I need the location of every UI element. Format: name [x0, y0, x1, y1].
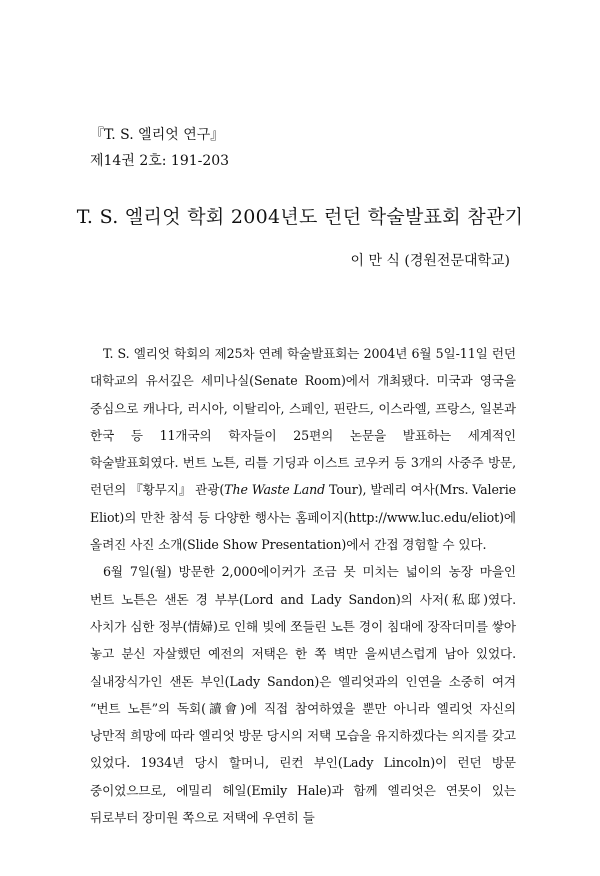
article-body [90, 340, 516, 831]
paragraph-1-italic-title: The Waste Land [224, 482, 326, 498]
paragraph-1-text-b: Tour), 발레리 여사(Mrs. Valerie Eliot)의 만찬 참석 등 다양한 행사는 홈페이지(http://www.luc.edu/eliot)에 올려진 사진 소개(Slide Show Presentation)에서 간접 경험할 수 있다. [90, 482, 517, 553]
article-title: T. S. 엘리엇 학회 2004년도 런던 학술발표회 참관기 [76, 206, 524, 228]
journal-citation [90, 122, 229, 174]
paragraph-1 [90, 340, 516, 558]
journal-name: 『T. S. 엘리엇 연구』 [90, 127, 225, 143]
journal-issue: 제14권 2호: 191-203 [90, 153, 230, 169]
paragraph-1-text-a: T. S. 엘리엇 학회의 제25차 연례 학술발표회는 2004년 6월 5일-11일 런던 대학교의 유서깊은 세미나실(Senate Room)에서 개최됐다. 미국과 영국을 중심으로 캐나다, 러시아, 이탈리아, 스페인, 핀란드, 이스라엘, 프랑스, 일본과 한국 등 11개국의 학자들이 25편의 논문을 발표하는 세계적인 학술발표회였다. 번트 노튼, 리틀 기딩과 이스트 코우커 등 3개의 사중주 방문, 런던의 『황무지』 관광( [90, 346, 516, 498]
article-author: 이 만 식 (경원전문대학교) [350, 253, 510, 269]
paragraph-2: 6월 7일(월) 방문한 2,000에이커가 조금 못 미치는 넓이의 농장 마을인 번트 노튼은 샌돈 경 부부(Lord and Lady Sandon)의 사저(私邸)였다. 사치가 심한 정부(情婦)로 인해 빚에 쪼들린 노튼 경이 침대에 장작더미를 쌓아 놓고 분신 자살했던 예전의 저택은 한 쪽 벽만 을씨년스럽게 남아 있었다. 실내장식가인 샌돈 부인(Lady Sandon)은 엘리엇과의 인연을 소중히 여겨 “번트 노튼”의 독회(讀會)에 직접 참여하였을 뿐만 아니라 엘리엇 자신의 낭만적 희망에 따라 엘리엇 방문 당시의 저택 모습을 유지하겠다는 의지를 갖고 있었다. 1934년 당시 할머니, 린컨 부인(Lady Lincoln)이 런던 방문 중이었으므로, 에밀리 헤일(Emily Hale)과 함께 엘리엇은 연못이 있는 뒤로부터 장미원 쪽으로 저택에 우연히 들 [90, 564, 516, 826]
